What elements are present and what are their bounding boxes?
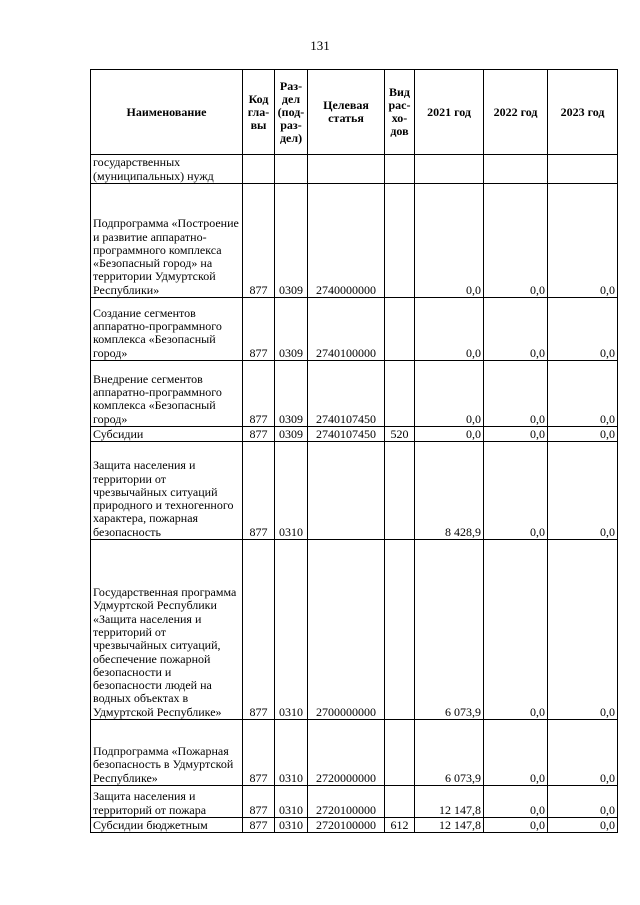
row-name: Субсидии [91, 427, 243, 442]
row-2022: 0,0 [484, 720, 548, 786]
table-row [91, 442, 618, 540]
row-kind: 612 [385, 818, 415, 833]
row-2023: 0,0 [548, 818, 618, 833]
row-code: 877 [243, 427, 275, 442]
row-code: 877 [243, 818, 275, 833]
row-2022: 0,0 [484, 184, 548, 298]
row-name: Подпрограмма «Пожарная безопасность в Удмуртской Республике» [91, 720, 243, 786]
row-2021 [415, 155, 484, 184]
header-section: Раз-дел (под-раз-дел) [275, 70, 308, 155]
row-code: 877 [243, 361, 275, 427]
budget-table [90, 69, 618, 833]
row-2023: 0,0 [548, 786, 618, 818]
table-row [91, 155, 618, 184]
row-section: 0310 [275, 442, 308, 540]
row-name: государственных (муниципальных) нужд [91, 155, 243, 184]
row-kind [385, 720, 415, 786]
row-target: 2740107450 [308, 427, 385, 442]
row-2022: 0,0 [484, 540, 548, 720]
row-section: 0310 [275, 720, 308, 786]
row-kind [385, 442, 415, 540]
row-2022: 0,0 [484, 818, 548, 833]
header-row [91, 70, 618, 155]
row-kind [385, 155, 415, 184]
table-row [91, 720, 618, 786]
row-2023: 0,0 [548, 442, 618, 540]
row-2023: 0,0 [548, 720, 618, 786]
row-kind [385, 540, 415, 720]
row-section: 0310 [275, 786, 308, 818]
row-section: 0309 [275, 361, 308, 427]
header-code: Код гла-вы [243, 70, 275, 155]
row-2021: 6 073,9 [415, 540, 484, 720]
row-kind [385, 786, 415, 818]
row-2021: 6 073,9 [415, 720, 484, 786]
row-section: 0309 [275, 184, 308, 298]
page-number: 131 [310, 38, 330, 53]
row-2023: 0,0 [548, 361, 618, 427]
row-kind [385, 184, 415, 298]
table-row [91, 818, 618, 833]
row-target: 2720100000 [308, 786, 385, 818]
row-name: Государственная программа Удмуртской Республики «Защита населения и территорий от чрезвычайных ситуаций, обеспечение пожарной безопасности и безопасности людей на водных объектах в Удмуртской Республике» [91, 540, 243, 720]
row-2021: 8 428,9 [415, 442, 484, 540]
row-name: Создание сегментов аппаратно-программного комплекса «Безопасный город» [91, 298, 243, 361]
table-row [91, 786, 618, 818]
row-2021: 12 147,8 [415, 786, 484, 818]
row-name: Защита населения и территории от чрезвычайных ситуаций природного и техногенного характера, пожарная безопасность [91, 442, 243, 540]
header-target: Целевая статья [308, 70, 385, 155]
row-code: 877 [243, 298, 275, 361]
row-2021: 0,0 [415, 298, 484, 361]
row-target: 2740000000 [308, 184, 385, 298]
row-code: 877 [243, 184, 275, 298]
row-section: 0310 [275, 818, 308, 833]
table-row [91, 184, 618, 298]
row-name: Внедрение сегментов аппаратно-программного комплекса «Безопасный город» [91, 361, 243, 427]
row-code: 877 [243, 442, 275, 540]
table-row [91, 361, 618, 427]
row-kind [385, 298, 415, 361]
row-code: 877 [243, 720, 275, 786]
row-name: Защита населения и территорий от пожара [91, 786, 243, 818]
row-kind [385, 361, 415, 427]
row-2022: 0,0 [484, 361, 548, 427]
table-row [91, 540, 618, 720]
row-2022: 0,0 [484, 442, 548, 540]
row-kind: 520 [385, 427, 415, 442]
row-2023: 0,0 [548, 427, 618, 442]
row-2021: 0,0 [415, 361, 484, 427]
row-2022 [484, 155, 548, 184]
row-target [308, 442, 385, 540]
row-2022: 0,0 [484, 427, 548, 442]
table-row [91, 298, 618, 361]
header-name: Наименование [91, 70, 243, 155]
row-2021: 0,0 [415, 184, 484, 298]
row-target: 2720000000 [308, 720, 385, 786]
row-name: Субсидии бюджетным [91, 818, 243, 833]
row-2022: 0,0 [484, 298, 548, 361]
row-target: 2740100000 [308, 298, 385, 361]
row-section [275, 155, 308, 184]
header-2022: 2022 год [484, 70, 548, 155]
row-2021: 12 147,8 [415, 818, 484, 833]
row-target: 2700000000 [308, 540, 385, 720]
row-2023: 0,0 [548, 540, 618, 720]
row-2023: 0,0 [548, 298, 618, 361]
header-2023: 2023 год [548, 70, 618, 155]
row-2021: 0,0 [415, 427, 484, 442]
table-row [91, 427, 618, 442]
row-code: 877 [243, 540, 275, 720]
row-name: Подпрограмма «Построение и развитие аппаратно-программного комплекса «Безопасный город» на территории Удмуртской Республики» [91, 184, 243, 298]
header-2021: 2021 год [415, 70, 484, 155]
row-target: 2720100000 [308, 818, 385, 833]
row-section: 0309 [275, 298, 308, 361]
row-2023 [548, 155, 618, 184]
row-code [243, 155, 275, 184]
row-section: 0310 [275, 540, 308, 720]
header-kind: Вид рас-хо-дов [385, 70, 415, 155]
row-code: 877 [243, 786, 275, 818]
row-target: 2740107450 [308, 361, 385, 427]
row-section: 0309 [275, 427, 308, 442]
row-2023: 0,0 [548, 184, 618, 298]
row-2022: 0,0 [484, 786, 548, 818]
row-target [308, 155, 385, 184]
